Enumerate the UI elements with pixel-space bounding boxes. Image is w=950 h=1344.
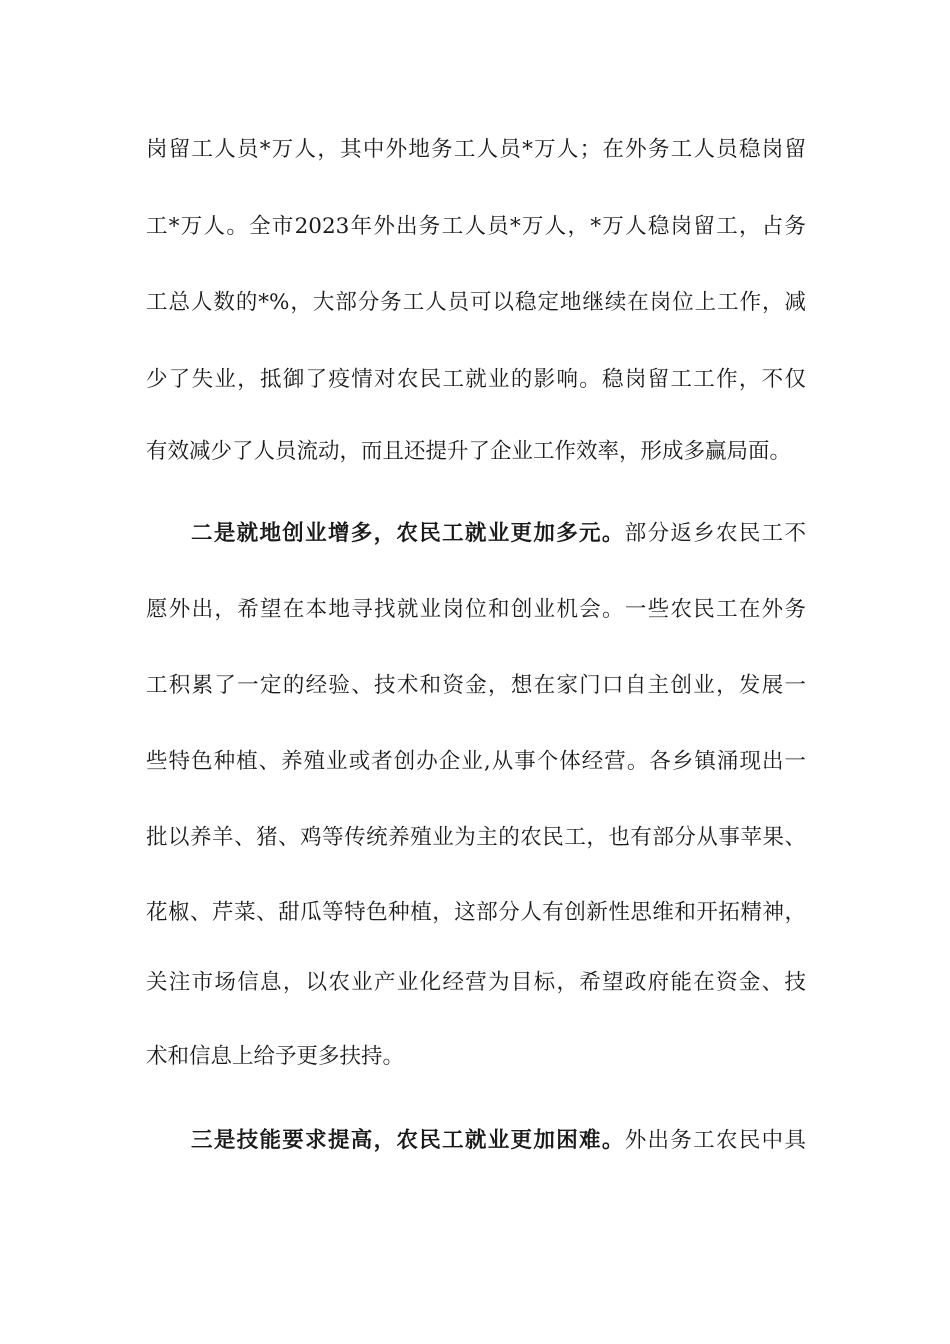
paragraph-3-line-1 [191, 1121, 806, 1161]
paragraph-3-first-line-rest: 外出务工农民中具 [624, 1128, 806, 1153]
paragraph-2-first-line-rest: 部分返乡农民工不 [624, 521, 806, 546]
paragraph-1-line-4: 少了失业，抵御了疫情对农民工就业的影响。稳岗留工工作，不仅 [146, 367, 806, 392]
paragraph-3-heading: 三是技能要求提高，农民工就业更加困难。 [191, 1128, 625, 1153]
paragraph-2-line-7: 关注市场信息，以农业产业化经营为目标，希望政府能在资金、技 [146, 970, 806, 995]
paragraph-2-line-5: 批以养羊、猪、鸡等传统养殖业为主的农民工，也有部分从事苹果、 [146, 825, 806, 850]
paragraph-2-line-6: 花椒、芹菜、甜瓜等特色种植，这部分人有创新性思维和开拓精神， [146, 900, 806, 925]
paragraph-2-line-8: 术和信息上给予更多扶持。 [146, 1044, 405, 1069]
paragraph-2-line-1 [191, 514, 806, 554]
paragraph-1-line-1: 岗留工人员*万人，其中外地务工人员*万人；在外务工人员稳岗留 [146, 137, 806, 162]
paragraph-2-line-2: 愿外出，希望在本地寻找就业岗位和创业机会。一些农民工在外务 [146, 597, 806, 622]
paragraph-1-line-5: 有效减少了人员流动，而且还提升了企业工作效率，形成多赢局面。 [146, 439, 792, 464]
paragraph-1-line-2: 工*万人。全市2023年外出务工人员*万人，*万人稳岗留工，占务 [146, 214, 806, 239]
paragraph-1-line-3: 工总人数的*%，大部分务工人员可以稳定地继续在岗位上工作，减 [146, 290, 806, 315]
paragraph-2-line-3: 工积累了一定的经验、技术和资金，想在家门口自主创业，发展一 [146, 673, 806, 698]
paragraph-2-line-4: 些特色种植、养殖业或者创办企业,从事个体经营。各乡镇涌现出一 [146, 749, 806, 774]
paragraph-2-heading: 二是就地创业增多，农民工就业更加多元。 [191, 521, 625, 546]
